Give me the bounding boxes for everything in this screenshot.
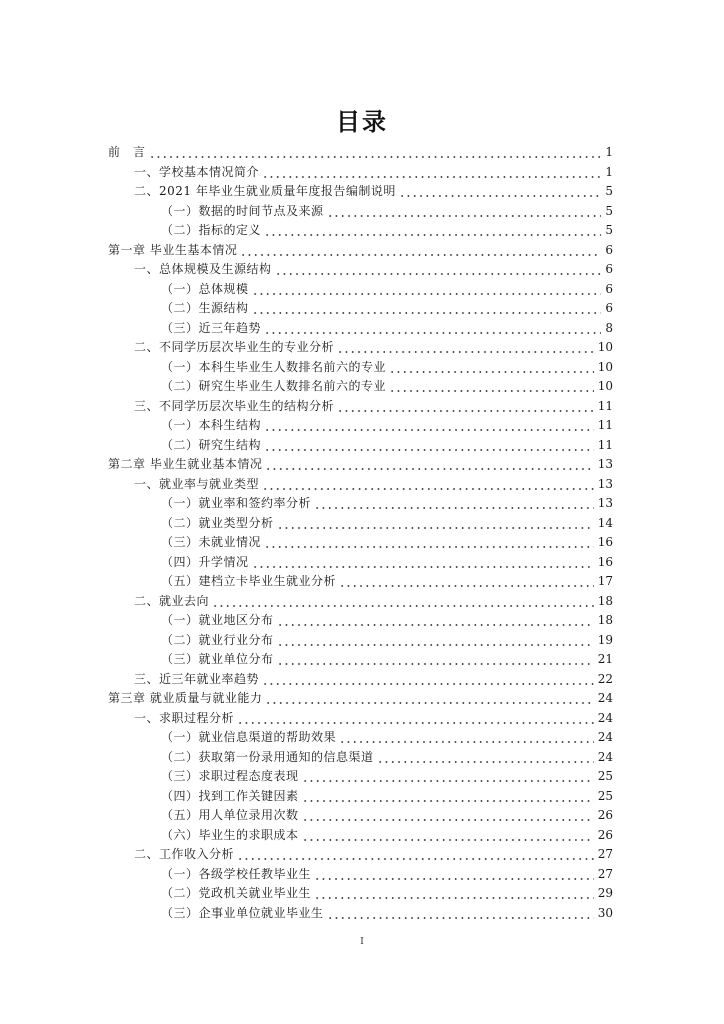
toc-entry-page-number: 11 — [597, 418, 613, 432]
toc-subsection-entry[interactable] — [108, 904, 613, 924]
toc-dot-leader — [252, 299, 602, 319]
toc-dot-leader — [264, 319, 601, 339]
toc-dot-leader — [252, 553, 594, 573]
toc-dot-leader — [314, 884, 594, 904]
toc-entry-label: （三）求职过程态度表现 — [161, 769, 299, 783]
toc-entry-page-number: 27 — [597, 847, 613, 861]
toc-chapter-entry[interactable] — [108, 241, 613, 261]
toc-dot-leader — [277, 631, 594, 651]
toc-dot-leader — [265, 455, 593, 475]
toc-entry-page-number: 10 — [597, 379, 613, 393]
toc-entry-label: （一）就业地区分布 — [161, 613, 274, 627]
toc-subsection-entry[interactable] — [108, 377, 613, 397]
toc-dot-leader — [327, 904, 594, 924]
toc-subsection-entry[interactable] — [108, 280, 613, 300]
toc-dot-leader — [337, 338, 594, 358]
toc-dot-leader — [389, 358, 594, 378]
toc-entry-label: 一、就业率与就业类型 — [134, 476, 260, 491]
toc-entry-page-number: 16 — [597, 535, 613, 549]
toc-subsection-entry[interactable] — [108, 299, 613, 319]
toc-entry-label: （五）建档立卡毕业生就业分析 — [161, 574, 337, 588]
toc-entry-label: （一）就业率和签约率分析 — [161, 496, 312, 510]
toc-dot-leader — [339, 728, 594, 748]
toc-entry-label: 前 言 — [108, 145, 146, 159]
toc-entry-label: （三）未就业情况 — [161, 535, 262, 549]
toc-entry-label: 三、不同学历层次毕业生的结构分析 — [134, 398, 335, 413]
toc-entry-label: （三）就业单位分布 — [161, 652, 274, 666]
toc-section-entry[interactable] — [108, 397, 613, 417]
toc-dot-leader — [237, 709, 594, 729]
toc-entry-label: （一）各级学校任教毕业生 — [161, 866, 312, 881]
toc-entry-page-number: 6 — [605, 301, 613, 315]
toc-entry-page-number: 19 — [597, 632, 613, 647]
toc-entry-page-number: 25 — [597, 769, 613, 783]
toc-dot-leader — [277, 611, 594, 631]
toc-entry-page-number: 25 — [597, 788, 613, 803]
toc-section-entry[interactable] — [108, 845, 613, 865]
toc-subsection-entry[interactable] — [108, 631, 613, 651]
toc-entry-label: （三）近三年趋势 — [161, 320, 262, 335]
toc-entry-label: （四）升学情况 — [161, 554, 249, 569]
toc-section-entry[interactable] — [108, 163, 613, 183]
toc-entry-page-number: 30 — [597, 905, 613, 920]
toc-subsection-entry[interactable] — [108, 416, 613, 436]
toc-subsection-entry[interactable] — [108, 319, 613, 339]
toc-dot-leader — [264, 221, 601, 241]
toc-entry-label: （二）研究生毕业生人数排名前六的专业 — [161, 379, 387, 393]
toc-dot-leader — [277, 514, 594, 534]
toc-dot-leader — [314, 865, 594, 885]
toc-entry-label: （一）数据的时间节点及来源 — [161, 203, 324, 218]
toc-entry-label: 一、求职过程分析 — [134, 710, 235, 725]
toc-entry-page-number: 26 — [597, 808, 613, 822]
toc-entry-label: （二）就业行业分布 — [161, 632, 274, 647]
toc-dot-leader — [252, 280, 602, 300]
toc-subsection-entry[interactable] — [108, 494, 613, 514]
toc-entry-page-number: 24 — [597, 730, 613, 744]
toc-subsection-entry[interactable] — [108, 748, 613, 768]
toc-dot-leader — [389, 377, 594, 397]
toc-section-entry[interactable] — [108, 670, 613, 690]
toc-entry-page-number: 10 — [597, 340, 613, 354]
toc-dot-leader — [262, 163, 601, 183]
toc-entry-label: （四）找到工作关键因素 — [161, 788, 299, 803]
toc-entry-label: （二）指标的定义 — [161, 223, 262, 237]
toc-subsection-entry[interactable] — [108, 650, 613, 670]
toc-subsection-entry[interactable] — [108, 572, 613, 592]
toc-subsection-entry[interactable] — [108, 806, 613, 826]
toc-dot-leader — [237, 845, 594, 865]
toc-dot-leader — [337, 397, 594, 417]
toc-entry-label: （一）就业信息渠道的帮助效果 — [161, 730, 337, 744]
toc-entry-page-number: 6 — [605, 281, 613, 296]
toc-subsection-entry[interactable] — [108, 826, 613, 846]
toc-entry-label: 第二章 毕业生就业基本情况 — [108, 457, 263, 471]
toc-entry-page-number: 5 — [605, 184, 613, 198]
toc-entry-label: （二）获取第一份录用通知的信息渠道 — [161, 749, 374, 764]
toc-chapter-entry[interactable] — [108, 143, 613, 163]
toc-entry-page-number: 18 — [597, 613, 613, 627]
toc-chapter-entry[interactable] — [108, 455, 613, 475]
toc-subsection-entry[interactable] — [108, 884, 613, 904]
toc-entry-page-number: 17 — [597, 574, 613, 588]
toc-subsection-entry[interactable] — [108, 787, 613, 807]
toc-entry-label: （二）党政机关就业毕业生 — [161, 886, 312, 900]
toc-entry-page-number: 18 — [597, 593, 613, 608]
toc-dot-leader — [240, 241, 601, 261]
table-of-contents — [108, 143, 613, 923]
toc-section-entry[interactable] — [108, 182, 613, 202]
toc-dot-leader — [275, 260, 602, 280]
toc-entry-page-number: 14 — [597, 515, 613, 530]
toc-dot-leader — [302, 826, 594, 846]
toc-dot-leader — [265, 689, 593, 709]
toc-dot-leader — [327, 202, 602, 222]
toc-subsection-entry[interactable] — [108, 611, 613, 631]
toc-subsection-entry[interactable] — [108, 728, 613, 748]
toc-entry-label: 一、学校基本情况简介 — [134, 164, 260, 179]
toc-dot-leader — [314, 494, 594, 514]
toc-entry-label: （一）本科生结构 — [161, 418, 262, 432]
toc-entry-label: （二）就业类型分析 — [161, 515, 274, 530]
toc-entry-label: （一）总体规模 — [161, 281, 249, 296]
toc-subsection-entry[interactable] — [108, 533, 613, 553]
toc-dot-leader — [302, 806, 594, 826]
toc-entry-page-number: 8 — [605, 320, 613, 335]
toc-entry-label: 二、不同学历层次毕业生的专业分析 — [134, 340, 335, 354]
toc-entry-label: （二）研究生结构 — [161, 437, 262, 452]
toc-entry-label: 二、工作收入分析 — [134, 847, 235, 861]
toc-entry-page-number: 1 — [605, 145, 613, 159]
toc-entry-page-number: 13 — [597, 496, 613, 510]
toc-entry-label: 二、就业去向 — [134, 593, 210, 608]
toc-entry-page-number: 21 — [597, 652, 613, 666]
toc-entry-page-number: 24 — [597, 749, 613, 764]
toc-subsection-entry[interactable] — [108, 358, 613, 378]
toc-entry-label: （三）企事业单位就业毕业生 — [161, 905, 324, 920]
toc-entry-label: 第三章 就业质量与就业能力 — [108, 691, 263, 705]
toc-entry-label: 三、近三年就业率趋势 — [134, 671, 260, 686]
toc-entry-page-number: 24 — [597, 691, 613, 705]
toc-dot-leader — [302, 767, 594, 787]
toc-entry-label: （五）用人单位录用次数 — [161, 808, 299, 822]
toc-subsection-entry[interactable] — [108, 436, 613, 456]
toc-section-entry[interactable] — [108, 709, 613, 729]
toc-entry-page-number: 26 — [597, 827, 613, 842]
toc-dot-leader — [399, 182, 602, 202]
toc-entry-label: （六）毕业生的求职成本 — [161, 827, 299, 842]
page-title: 目录 — [336, 108, 388, 136]
toc-subsection-entry[interactable] — [108, 553, 613, 573]
toc-subsection-entry[interactable] — [108, 514, 613, 534]
toc-entry-page-number: 13 — [597, 457, 613, 471]
toc-entry-label: 一、总体规模及生源结构 — [134, 262, 272, 276]
toc-chapter-entry[interactable] — [108, 689, 613, 709]
toc-dot-leader — [264, 416, 594, 436]
toc-dot-leader — [212, 592, 594, 612]
toc-dot-leader — [149, 143, 602, 163]
toc-entry-label: （二）生源结构 — [161, 301, 249, 315]
toc-section-entry[interactable] — [108, 592, 613, 612]
toc-dot-leader — [262, 670, 594, 690]
toc-entry-page-number: 11 — [597, 437, 613, 452]
toc-entry-page-number: 27 — [597, 866, 613, 881]
toc-dot-leader — [264, 436, 594, 456]
toc-entry-page-number: 13 — [597, 476, 613, 491]
toc-entry-page-number: 22 — [597, 671, 613, 686]
toc-subsection-entry[interactable] — [108, 865, 613, 885]
toc-dot-leader — [302, 787, 594, 807]
toc-dot-leader — [377, 748, 594, 768]
toc-entry-page-number: 16 — [597, 554, 613, 569]
toc-dot-leader — [277, 650, 594, 670]
toc-entry-page-number: 11 — [597, 398, 613, 413]
toc-entry-page-number: 6 — [605, 242, 613, 257]
toc-subsection-entry[interactable] — [108, 221, 613, 241]
toc-entry-page-number: 1 — [605, 164, 613, 179]
toc-section-entry[interactable] — [108, 475, 613, 495]
toc-dot-leader — [262, 475, 594, 495]
toc-entry-label: （一）本科生毕业生人数排名前六的专业 — [161, 359, 387, 374]
toc-section-entry[interactable] — [108, 260, 613, 280]
toc-entry-page-number: 10 — [597, 359, 613, 374]
toc-entry-page-number: 6 — [605, 262, 613, 276]
toc-entry-page-number: 5 — [605, 223, 613, 237]
toc-subsection-entry[interactable] — [108, 767, 613, 787]
toc-entry-page-number: 24 — [597, 710, 613, 725]
toc-entry-label: 二、2021 年毕业生就业质量年度报告编制说明 — [134, 184, 396, 198]
toc-dot-leader — [339, 572, 594, 592]
toc-entry-page-number: 5 — [605, 203, 613, 218]
toc-section-entry[interactable] — [108, 338, 613, 358]
toc-subsection-entry[interactable] — [108, 202, 613, 222]
toc-dot-leader — [264, 533, 594, 553]
footer-page-number: I — [360, 937, 364, 947]
toc-entry-page-number: 29 — [597, 886, 613, 900]
toc-entry-label: 第一章 毕业生基本情况 — [108, 242, 238, 257]
